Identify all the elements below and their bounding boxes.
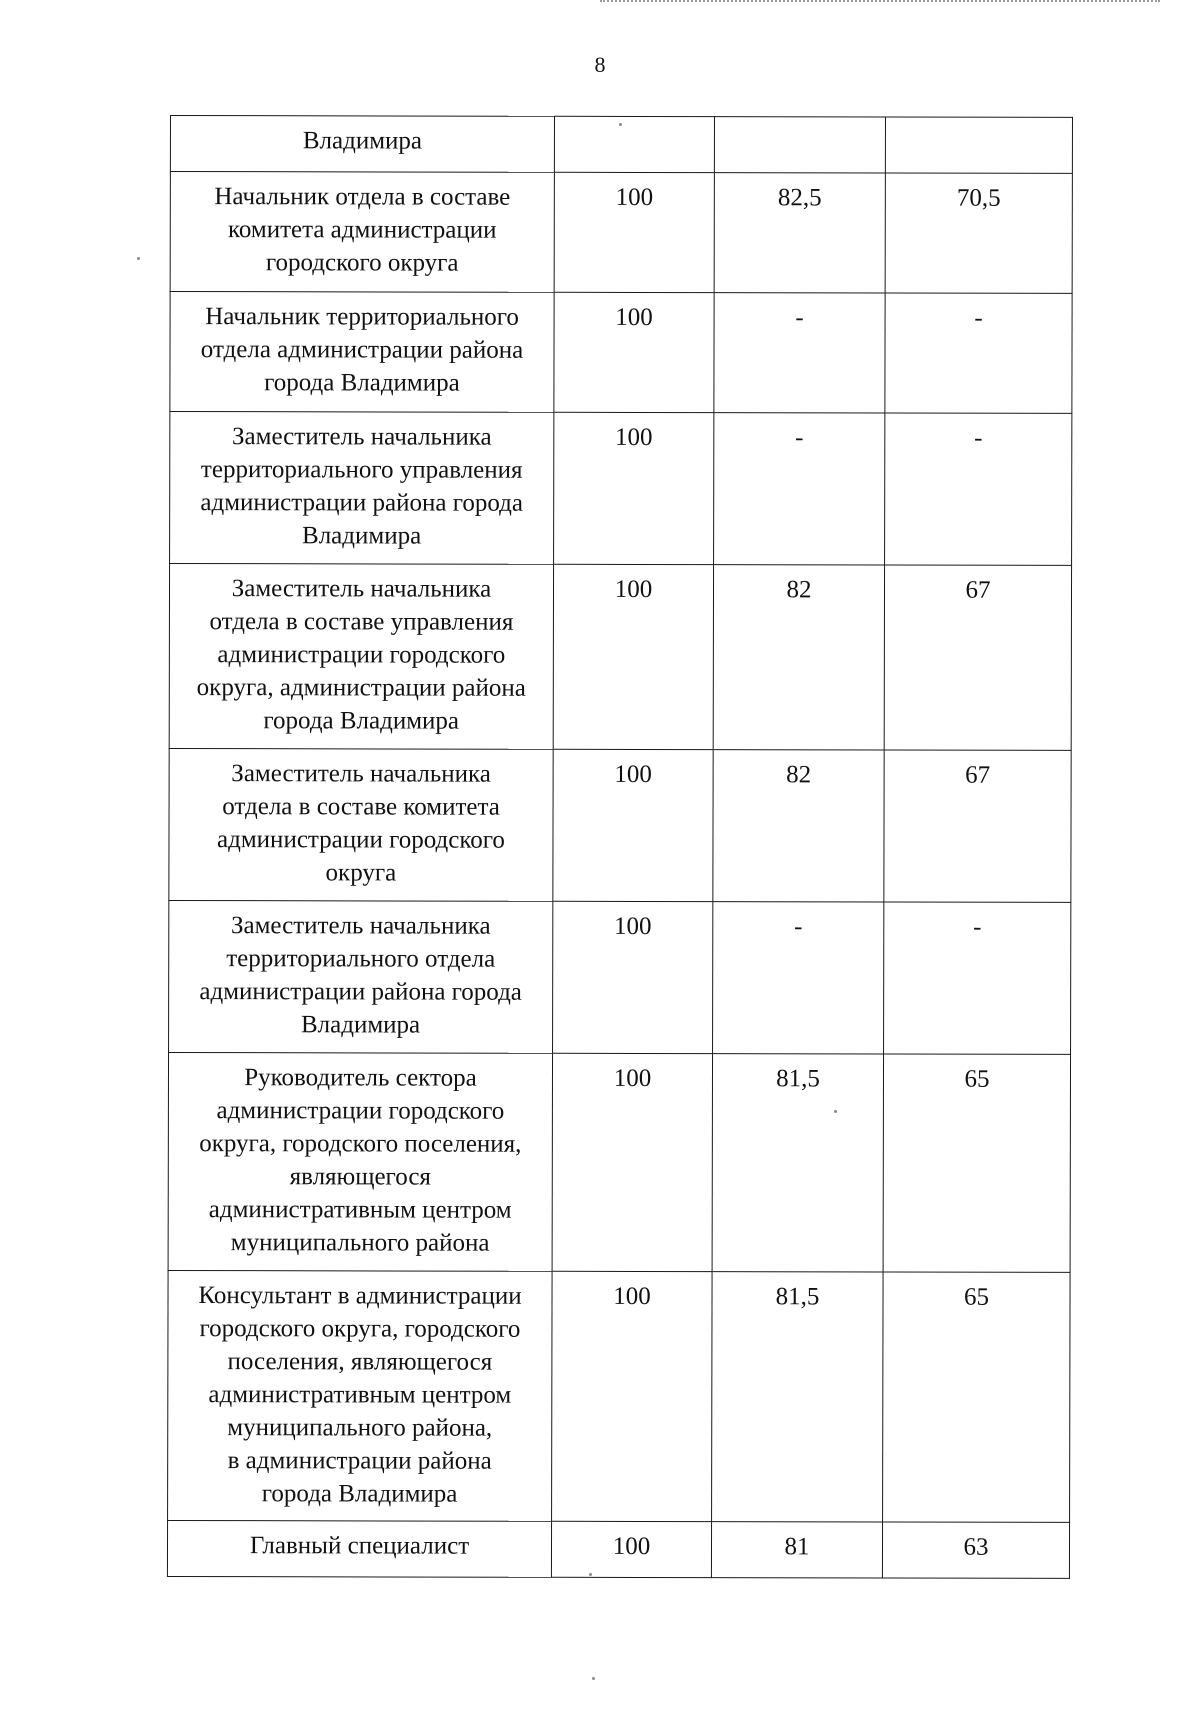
value-cell-2: 81,5: [712, 1054, 883, 1272]
scan-speck: [592, 1677, 595, 1680]
value-cell-2: 81,5: [712, 1272, 884, 1522]
value-cell-3: -: [884, 902, 1071, 1054]
position-cell: Владимира: [170, 116, 554, 173]
value-cell-2: 82,5: [714, 173, 885, 293]
value-cell-2: 82: [713, 565, 884, 750]
scan-speck: [137, 257, 140, 260]
value-cell-2: [714, 117, 885, 173]
value-cell-1: 100: [551, 1521, 711, 1577]
value-cell-3: 65: [883, 1272, 1071, 1522]
table-row: [169, 900, 1071, 1054]
position-cell: Заместитель начальника отдела в составе управления администрации городского округа, администрации района города Владимира: [169, 564, 553, 750]
position-cell: Заместитель начальника территориального отдела администрации района города Владимира: [169, 900, 553, 1053]
position-cell: Консультант в администрации городского округа, городского поселения, являющегося административным центром муниципального района, в администрации района города Владимира: [168, 1270, 553, 1521]
table-row: [169, 564, 1071, 751]
scan-speck: [834, 1110, 837, 1113]
table-row: [170, 172, 1072, 294]
value-cell-3: [885, 117, 1072, 173]
value-cell-1: 100: [554, 412, 714, 564]
scan-speck: [619, 123, 622, 126]
position-cell: Начальник отдела в составе комитета администрации городского округа: [170, 172, 554, 293]
value-cell-1: 100: [552, 1271, 713, 1521]
value-cell-1: 100: [553, 901, 713, 1053]
value-cell-2: 82: [713, 750, 884, 902]
value-cell-1: 100: [553, 564, 713, 749]
page-number: 8: [594, 52, 606, 77]
table-row: [168, 1270, 1071, 1522]
table-row: [170, 292, 1072, 414]
value-cell-1: 100: [554, 292, 714, 412]
value-cell-2: -: [714, 413, 885, 565]
value-cell-3: -: [885, 293, 1072, 413]
value-cell-2: -: [714, 293, 885, 413]
value-cell-3: -: [885, 413, 1072, 565]
position-cell: Заместитель начальника территориального управления администрации района города Владимира: [170, 412, 554, 565]
table-row: [167, 1520, 1069, 1578]
salary-ratio-table: [167, 115, 1073, 1579]
position-cell: Начальник территориального отдела администрации района города Владимира: [170, 292, 554, 413]
value-cell-1: 100: [553, 749, 713, 901]
value-cell-1: 100: [552, 1053, 712, 1271]
table-row: [170, 412, 1072, 566]
scan-top-edge: [600, 0, 1160, 5]
position-cell: Руководитель сектора администрации городского округа, городского поселения, являющегося административным центром муниципального района: [168, 1052, 552, 1271]
table-row: [169, 748, 1071, 902]
value-cell-2: 81: [711, 1522, 882, 1578]
value-cell-3: 65: [883, 1054, 1070, 1272]
position-cell: Главный специалист: [167, 1520, 551, 1577]
position-cell: Заместитель начальника отдела в составе комитета администрации городского округа: [169, 748, 553, 901]
value-cell-3: 70,5: [885, 173, 1072, 293]
value-cell-3: 63: [882, 1522, 1069, 1578]
scan-speck: [589, 1573, 592, 1576]
value-cell-2: -: [713, 902, 884, 1054]
value-cell-3: 67: [884, 750, 1071, 902]
value-cell-1: [554, 116, 714, 172]
value-cell-1: 100: [554, 172, 714, 292]
table-row: [168, 1052, 1070, 1272]
value-cell-3: 67: [884, 565, 1071, 750]
